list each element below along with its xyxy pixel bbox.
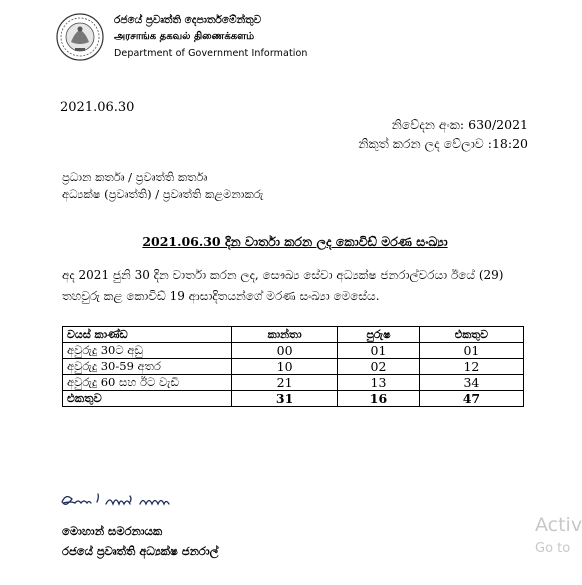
recipient-line-2: අධ්‍යක්ෂ (ප්‍රවෘත්ති) / ප්‍රවෘත්ති කළමනාකරු xyxy=(62,187,264,201)
header-age-group: වයස් කාණ්ඩ xyxy=(63,327,232,343)
header-male: පුරුෂ xyxy=(338,327,420,343)
letterhead-sinhala: රජයේ ප්‍රවෘත්ති දෙපාර්තමේන්තුව xyxy=(114,14,262,26)
table-header-row xyxy=(63,327,524,343)
activation-watermark-line-2: Go to xyxy=(535,541,571,556)
document-date: 2021.06.30 xyxy=(60,100,135,115)
row-male: 01 xyxy=(338,343,420,359)
subject-text: 2021.06.30 දින වාර්තා කරන ලද කොවිඩ් මරණ සංඛ්‍යා xyxy=(142,234,448,249)
sri-lanka-emblem-icon xyxy=(55,12,105,62)
row-total: 01 xyxy=(419,343,523,359)
total-label: එකතුව xyxy=(63,391,232,407)
row-female: 10 xyxy=(232,359,338,375)
signatory-name: මොහාන් සමරනායක xyxy=(62,524,163,538)
body-line-2: තහවුරු කළ කොවිඩ් 19 ආසාදිතයන්ගේ මරණ සංඛ්‍යා මෙසේය. xyxy=(62,289,380,303)
release-time: නිකුත් කරන ලද වේලාව :18:20 xyxy=(358,136,528,151)
row-total: 34 xyxy=(419,375,523,391)
row-age-group: අවුරුදු 30-59 අතර xyxy=(63,359,232,375)
total-overall: 47 xyxy=(419,391,523,407)
signatory-title: රජයේ ප්‍රවෘත්ති අධ්‍යක්ෂ ජනරාල් xyxy=(62,544,219,558)
release-number: නිවේදන අංක: 630/2021 xyxy=(391,117,528,132)
row-female: 00 xyxy=(232,343,338,359)
row-male: 02 xyxy=(338,359,420,375)
table-row xyxy=(63,375,524,391)
letterhead-english: Department of Government Information xyxy=(114,48,308,59)
row-total: 12 xyxy=(419,359,523,375)
activation-watermark-line-1: Activ xyxy=(535,514,582,536)
subject-heading xyxy=(62,234,528,250)
row-age-group: අවුරුදු 60 සහ ඊට වැඩි xyxy=(63,375,232,391)
total-female: 31 xyxy=(232,391,338,407)
letterhead-tamil: அரசாங்க தகவல் திணைக்களம் xyxy=(114,31,255,42)
table-row xyxy=(63,343,524,359)
recipient-line-1: ප්‍රධාන කර්තෘ / ප්‍රවෘත්ති කර්තෘ xyxy=(62,170,208,184)
signature-icon xyxy=(58,490,198,512)
body-paragraph xyxy=(62,265,532,307)
header-female: කාන්තා xyxy=(232,327,338,343)
total-male: 16 xyxy=(338,391,420,407)
row-male: 13 xyxy=(338,375,420,391)
body-line-1: අද 2021 ජුනි 30 දින වාර්තා කරන ලද, සෞඛ්‍ය සේවා අධ්‍යක්ෂ ජනරාල්වරයා ඊයේ (29) xyxy=(62,268,504,282)
row-age-group: අවුරුදු 30ට අඩු xyxy=(63,343,232,359)
table-total-row xyxy=(63,391,524,407)
row-female: 21 xyxy=(232,375,338,391)
header-total: එකතුව xyxy=(419,327,523,343)
deaths-table xyxy=(62,326,524,407)
table-row xyxy=(63,359,524,375)
